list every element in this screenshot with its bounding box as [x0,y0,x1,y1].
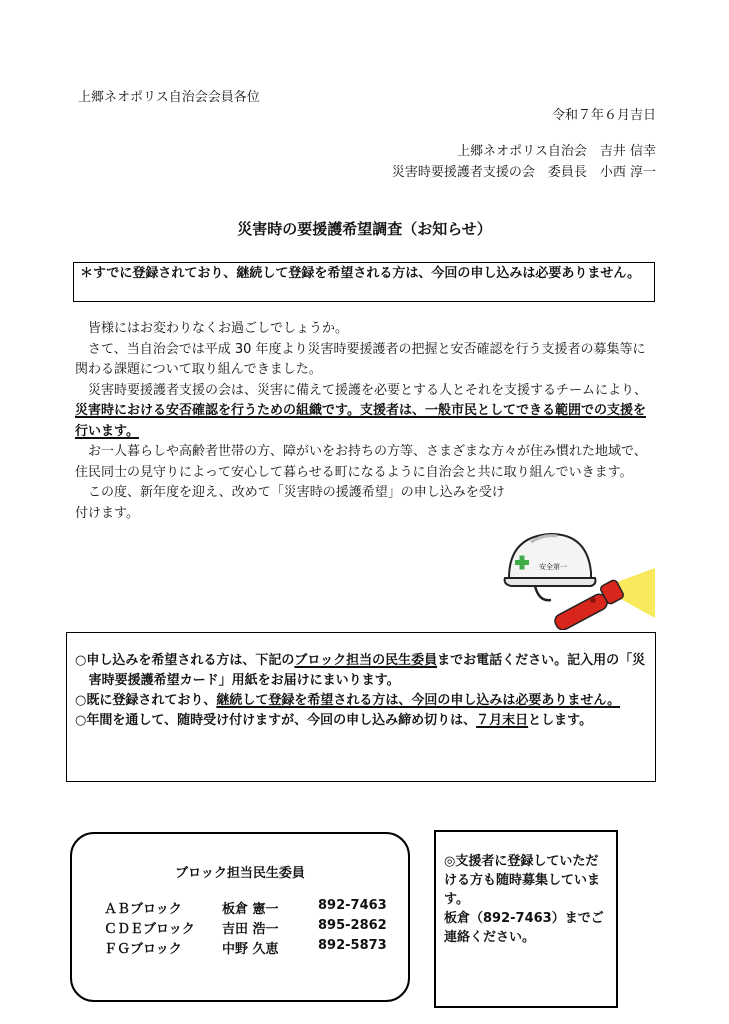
contact-name: 吉田 浩一 [222,922,279,937]
contact-block: ＣＤＥブロック [104,922,195,937]
contact-row [104,938,404,958]
info-item-deadline-date: ７月末日 [476,713,529,728]
info-item-registered-underlined: 継続して登録を希望される方は、今回の申し込みは必要ありません。 [216,693,621,708]
recruit-text: ◎支援者に登録していただける方も随時募集しています。 [444,854,601,907]
helmet-label: 安全第一 [539,563,567,571]
contact-phone: 892-5873 [318,938,387,953]
helmet-icon [495,520,655,630]
contact-block: ＡＢブロック [104,902,182,917]
contact-phone: 892-7463 [318,898,387,913]
contact-name: 中野 久恵 [222,942,279,957]
contact-title: ブロック担当民生委員 [175,866,305,881]
info-item-registered-text: ○既に登録されており、 [75,693,217,708]
date: 令和７年６月吉日 [551,108,656,123]
info-item-deadline-text: ○年間を通して、随時受け付けますが、今回の申し込み締め切りは、 [75,713,477,728]
recruit-box [434,830,618,1008]
info-item-deadline-rest: とします。 [528,713,593,728]
info-item-apply-underlined: ブロック担当の民生委員 [294,653,438,668]
contact-row [104,898,404,918]
paragraph-background: さて、当自治会では平成 30 年度より災害時要援護者の把握と安否確認を行う支援者の募集等に関わる課題について取り組んできました。 [75,341,646,377]
paragraph-community: お一人暮らしや高齢者世帯の方、障がいをお持ちの方等、さまざまな方々が住み慣れた地域で、住民同士の見守りによって安心して暮らせる町になるように自治会と共に取り組んでいきます。 [75,444,647,480]
recruit-contact: 板倉（892-7463）までご連絡ください。 [444,911,604,945]
paragraph-organization-intro: 災害時要援護者支援の会は、災害に備えて援護を必要とする人とそれを支援するチームにより、 [88,382,648,398]
info-item-apply-rest: までお電話ください。記入用の「災害時要援護希望カード」用紙をお届けにまいります。 [88,653,646,688]
sender-line-2: 災害時要援護者支援の会 委員長 小西 淳一 [391,165,656,180]
sender-line-1: 上郷ネオポリス自治会 吉井 信幸 [457,144,656,159]
paragraph-organization-emphasis: 災害時における安否確認を行うための組織です。支援者は、一般市民としてできる範囲での支援を行います。 [75,403,646,439]
addressee: 上郷ネオポリス自治会会員各位 [78,90,260,105]
contact-box [70,832,410,1002]
paragraph-greeting: 皆様にはお変わりなくお過ごしでしょうか。 [88,321,349,336]
contact-phone: 895-2862 [318,918,387,933]
paragraph-application: この度、新年度を迎え、改めて「災害時の援護希望」の申し込みを受け付けます。 [75,485,505,521]
info-item-apply-text: ○申し込みを希望される方は、下記の [75,653,295,668]
info-item-deadline [75,711,647,731]
application-info-box [66,632,656,782]
notice-text: ＊すでに登録されており、継続して登録を希望される方は、今回の申し込みは必要ありません。 [80,266,641,281]
body-text [75,319,655,524]
info-item-registered [75,691,647,711]
document-title: 災害時の要援護希望調査（お知らせ） [237,220,492,238]
notice-box [73,262,655,302]
paragraph-organization [75,381,655,443]
contact-row [104,918,404,938]
contact-block: ＦＧブロック [104,942,182,957]
illustration [495,520,655,630]
info-item-apply [75,651,647,691]
contact-name: 板倉 憲一 [222,902,279,917]
